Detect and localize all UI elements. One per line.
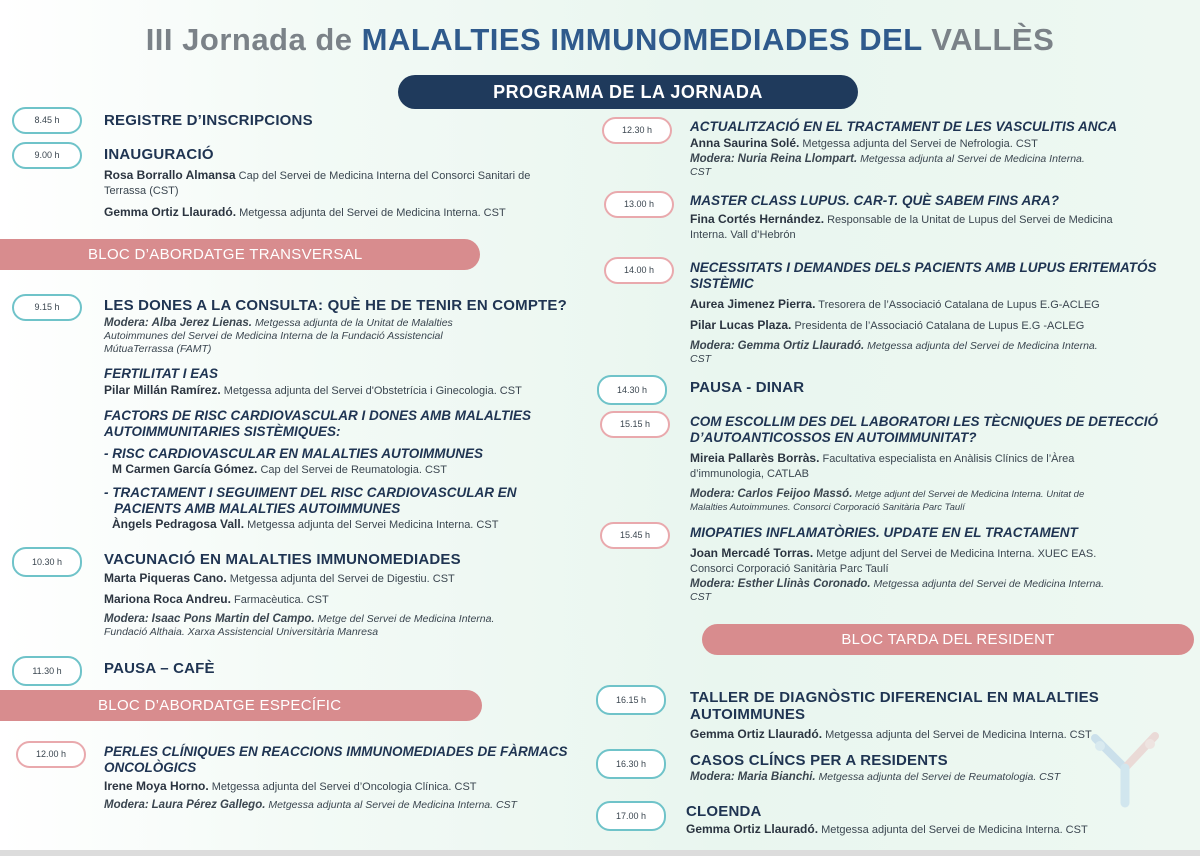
session-title (690, 260, 1157, 292)
speaker-name: M Carmen García Gómez. (112, 462, 258, 476)
speaker (690, 451, 1180, 482)
moderator (104, 799, 517, 812)
speaker-role: Consorci Corporació Sanitària Parc Taulí (690, 563, 889, 575)
moderator-role: Autoimmunes del Servei de Medicina Interna de la Fundació Assistencial (104, 330, 443, 342)
moderator-name: Nuria Reina Llompart. (737, 153, 858, 165)
moderator-role: Metgessa adjunta al Servei de Medicina Interna. CST (268, 799, 517, 811)
session-line: D’AUTOANTICOSSOS EN AUTOIMMUNITAT? (690, 430, 977, 445)
subsession-line: PACIENTS AMB MALALTIES AUTOIMMUNES (114, 501, 401, 516)
moderator-label: Modera: (690, 771, 735, 783)
moderator-name: Maria Bianchi. (737, 771, 816, 783)
speaker-name: Rosa Borrallo Almansa (104, 168, 236, 182)
session-line: COM ESCOLLIM DES DEL LABORATORI LES TÈCNIQUES DE DETECCIÓ (690, 414, 1159, 429)
moderator-role: Metge del Servei de Medicina Interna. (317, 613, 495, 625)
session-title: INAUGURACIÓ (104, 146, 214, 163)
speaker-role: Metgessa adjunta del Servei de Medicina Interna. CST (239, 207, 506, 219)
speaker (104, 383, 522, 399)
time-badge: 12.00 h (16, 741, 86, 768)
speaker-name: Gemma Ortiz Llauradó. (690, 727, 823, 741)
section-header (0, 690, 482, 721)
speaker-role: Farmacèutica. CST (233, 594, 329, 606)
speaker-role: Responsable de la Unitat de Lupus del Servei de Medicina (827, 214, 1113, 226)
speaker-role: Metgessa adjunta del Servei de Medicina Interna. CST (821, 824, 1088, 836)
moderator-label: Modera: (690, 153, 735, 165)
moderator (104, 317, 584, 356)
session-title (104, 744, 568, 776)
section-label: BLOC TARDA DEL RESIDENT (841, 631, 1055, 648)
speaker-role: Cap del Servei de Reumatologia. CST (260, 464, 447, 476)
time-badge: 10.30 h (12, 547, 82, 577)
moderator-role: CST (690, 166, 711, 178)
moderator (690, 578, 1180, 604)
speaker-role: Metgessa adjunta del Servei de Digestiu. CST (229, 573, 455, 585)
speaker-name: Gemma Ortiz Llauradó. (104, 205, 237, 219)
moderator (104, 613, 584, 639)
speaker (104, 571, 455, 587)
speaker (686, 822, 1088, 838)
speaker-name: Mariona Roca Andreu. (104, 592, 231, 606)
speaker (104, 168, 594, 199)
moderator (690, 153, 1180, 179)
speaker-role: Metgessa adjunta del Servei d'Obstetrícia i Ginecologia. CST (223, 385, 522, 397)
session-title: PAUSA – CAFÈ (104, 660, 215, 677)
bottom-strip (0, 850, 1200, 856)
speaker-role: Facultativa especialista en Anàlisis Clínics de l’Àrea (822, 453, 1075, 465)
speaker-role: Interna. Vall d’Hebrón (690, 229, 796, 241)
time-badge: 17.00 h (596, 801, 666, 831)
session-title: CLOENDA (686, 803, 762, 820)
speaker-name: Gemma Ortiz Llauradó. (686, 822, 819, 836)
subsession-line: FACTORS DE RISC CARDIOVASCULAR I DONES AMB MALALTIES (104, 408, 532, 423)
moderator-role: Fundació Althaia. Xarxa Assistencial Universitària Manresa (104, 626, 379, 638)
moderator-name: Gemma Ortiz Llauradó. (737, 340, 865, 352)
subsession-title: FERTILITAT I EAS (104, 366, 218, 381)
moderator-name: Laura Pérez Gallego. (151, 799, 266, 811)
session-title: ACTUALITZACIÓ EN EL TRACTAMENT DE LES VASCULITIS ANCA (690, 119, 1117, 134)
time-badge: 11.30 h (12, 656, 82, 686)
speaker (690, 212, 1180, 243)
moderator-role: Malalties Autoimmunes. Consorci Corporació Sanitària Parc Taulí (690, 502, 965, 513)
speaker (112, 462, 447, 478)
session-title (690, 414, 1158, 446)
subsession-title (104, 485, 517, 517)
speaker-name: Fina Cortés Hernández. (690, 212, 825, 226)
moderator-role: MútuaTerrassa (FAMT) (104, 343, 212, 355)
speaker-name: Joan Mercadé Torras. (690, 546, 814, 560)
time-badge: 16.15 h (596, 685, 666, 715)
speaker (112, 517, 498, 533)
moderator-label: Modera: (690, 488, 735, 500)
session-line: AUTOIMMUNES (690, 706, 806, 723)
moderator-name: Esther Llinàs Coronado. (737, 578, 871, 590)
speaker-name: Pilar Lucas Plaza. (690, 318, 792, 332)
speaker-name: Anna Saurina Solé. (690, 136, 800, 150)
time-badge: 12.30 h (602, 117, 672, 144)
session-title: MASTER CLASS LUPUS. CAR-T. QUÈ SABEM FINS ARA? (690, 193, 1060, 208)
session-line: ONCOLÒGICS (104, 760, 197, 775)
speaker-role: Metgessa adjunta del Servei Medicina Interna. CST (247, 519, 499, 531)
moderator-role: CST (690, 591, 711, 603)
time-badge: 9.00 h (12, 142, 82, 169)
speaker-name: Pilar Millán Ramírez. (104, 383, 221, 397)
antibody-illustration-icon (1080, 728, 1170, 808)
subsession-line: - TRACTAMENT I SEGUIMENT DEL RISC CARDIOVASCULAR EN (104, 485, 517, 500)
time-badge: 13.00 h (604, 191, 674, 218)
session-title: MIOPATIES INFLAMATÒRIES. UPDATE EN EL TRACTAMENT (690, 525, 1078, 540)
subsession-title: - RISC CARDIOVASCULAR EN MALALTIES AUTOIMMUNES (104, 446, 483, 461)
speaker (104, 779, 477, 795)
speaker (690, 297, 1100, 313)
moderator-role: Metgessa adjunta del Servei de Medicina Interna. (873, 578, 1105, 590)
time-badge: 14.30 h (597, 375, 667, 405)
speaker-role: Presidenta de l’Associació Catalana de Lupus E.G -ACLEG (794, 320, 1085, 332)
speaker (690, 136, 1038, 152)
speaker-role: Cap del Servei de Medicina Interna del Consorci Sanitari de (238, 170, 531, 182)
session-title: REGISTRE D’INSCRIPCIONS (104, 112, 313, 129)
speaker-name: Mireia Pallarès Borràs. (690, 451, 820, 465)
session-line: PERLES CLÍNIQUES EN REACCIONS IMMUNOMEDIADES DE FÀRMACS (104, 744, 568, 759)
moderator-label: Modera: (690, 340, 735, 352)
moderator-name: Alba Jerez Lienas. (151, 317, 253, 329)
section-header (702, 624, 1194, 655)
section-header (0, 239, 480, 270)
speaker (690, 727, 1092, 743)
page-title (0, 22, 1200, 58)
subsession-line: AUTOIMMUNITARIES SISTÈMIQUES: (104, 424, 341, 439)
session-title: PAUSA - DINAR (690, 379, 805, 396)
time-badge: 16.30 h (596, 749, 666, 779)
title-highlight: MALALTIES IMMUNOMEDIADES DEL (361, 22, 923, 57)
speaker (104, 205, 506, 221)
moderator (690, 771, 1060, 784)
speaker-role: Metgessa adjunta del Servei de Medicina Interna. CST (825, 729, 1092, 741)
time-badge: 15.15 h (600, 411, 670, 438)
moderator (690, 340, 1180, 366)
session-line: NECESSITATS I DEMANDES DELS PACIENTS AMB LUPUS ERITEMATÓS (690, 260, 1157, 275)
moderator (690, 488, 1190, 514)
time-badge: 8.45 h (12, 107, 82, 134)
session-line: SISTÈMIC (690, 276, 754, 291)
section-label: BLOC D’ABORDATGE TRANSVERSAL (88, 246, 363, 263)
time-badge: 14.00 h (604, 257, 674, 284)
session-title (690, 689, 1099, 723)
moderator-role: CST (690, 353, 711, 365)
speaker-name: Irene Moya Horno. (104, 779, 209, 793)
speaker (690, 318, 1084, 334)
moderator-name: Isaac Pons Martin del Campo. (151, 613, 315, 625)
moderator-role: Metgessa adjunta del Servei de Medicina Interna. (867, 340, 1098, 352)
moderator-label: Modera: (104, 799, 149, 811)
speaker-role: Metge adjunt del Servei de Medicina Interna. XUEC EAS. (816, 548, 1097, 560)
moderator-label: Modera: (104, 613, 149, 625)
moderator-role: Metgessa adjunta del Servei de Reumatologia. CST (818, 771, 1061, 783)
speaker (104, 592, 329, 608)
moderator-role: Metgessa adjunta de la Unitat de Malalties (254, 317, 453, 329)
moderator-label: Modera: (104, 317, 149, 329)
title-suffix: VALLÈS (931, 22, 1055, 57)
speaker-role: d’immunologia, CATLAB (690, 468, 810, 480)
speaker-role: Terrassa (CST) (104, 185, 179, 197)
section-label: BLOC D’ABORDATGE ESPECÍFIC (98, 697, 342, 714)
session-title: LES DONES A LA CONSULTA: QUÈ HE DE TENIR EN COMPTE? (104, 297, 567, 314)
subsession-title (104, 408, 531, 440)
moderator-role: Metgessa adjunta al Servei de Medicina Interna. (860, 153, 1085, 165)
moderator-name: Carlos Feijoo Massó. (737, 488, 853, 500)
speaker-role: Metgessa adjunta del Servei de Nefrologia. CST (802, 138, 1038, 150)
title-prefix: III Jornada de (145, 22, 353, 57)
speaker-name: Àngels Pedragosa Vall. (112, 517, 245, 531)
session-title: CASOS CLÍNCS PER A RESIDENTS (690, 752, 948, 769)
speaker-name: Aurea Jimenez Pierra. (690, 297, 816, 311)
time-badge: 9.15 h (12, 294, 82, 321)
speaker-name: Marta Piqueras Cano. (104, 571, 227, 585)
speaker-role: Metgessa adjunta del Servei d’Oncologia Clínica. CST (211, 781, 477, 793)
moderator-label: Modera: (690, 578, 735, 590)
session-title: VACUNACIÓ EN MALALTIES IMMUNOMEDIADES (104, 551, 461, 568)
moderator-role: Metge adjunt del Servei de Medicina Interna. Unitat de (855, 489, 1085, 500)
time-badge: 15.45 h (600, 522, 670, 549)
speaker (690, 546, 1180, 577)
program-banner: PROGRAMA DE LA JORNADA (398, 75, 858, 109)
speaker-role: Tresorera de l’Associació Catalana de Lupus E.G-ACLEG (818, 299, 1100, 311)
session-line: TALLER DE DIAGNÒSTIC DIFERENCIAL EN MALALTIES (690, 689, 1099, 706)
